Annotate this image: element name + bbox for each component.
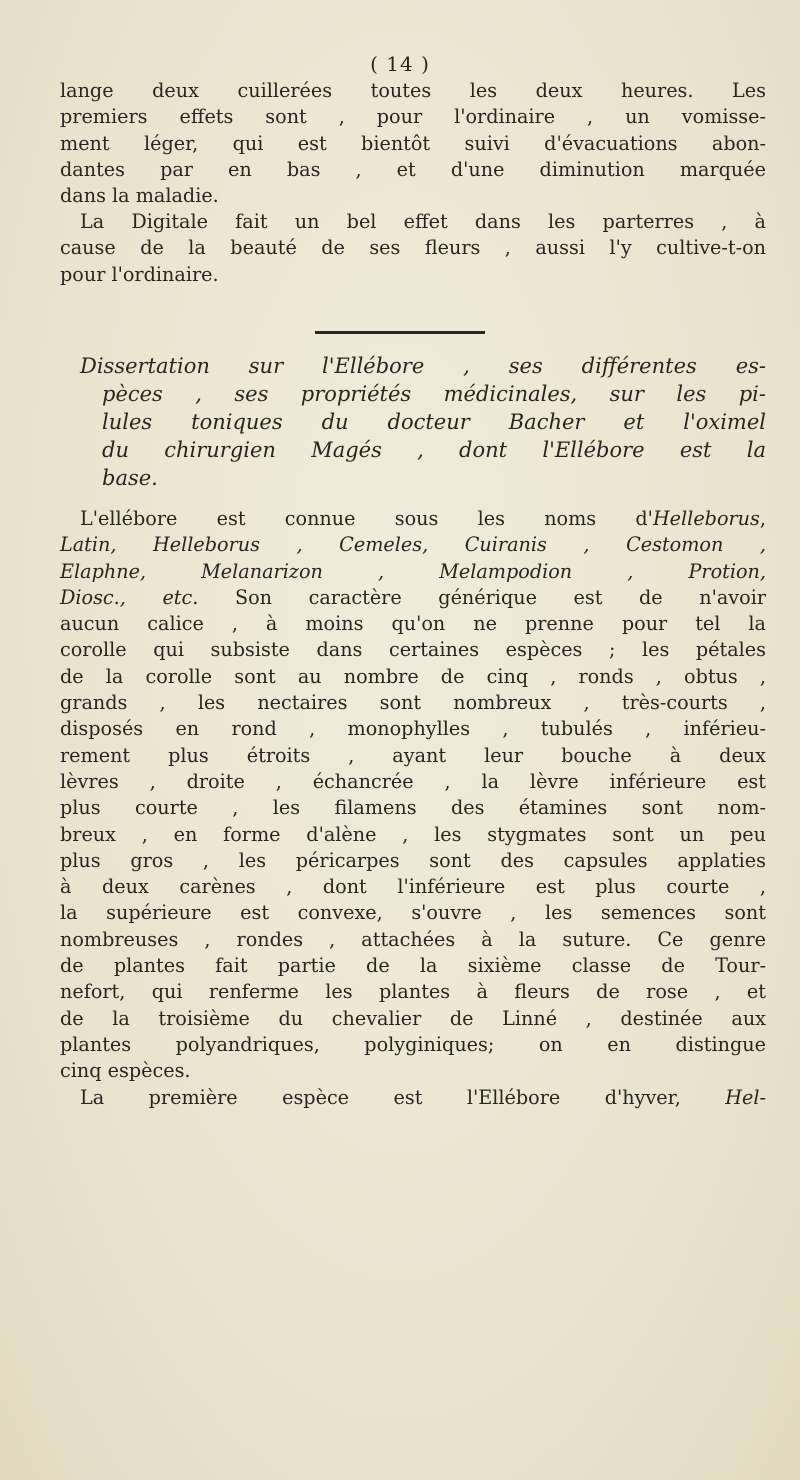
text-line: de la corolle sont au nombre de cinq , ronds , obtus , [60, 664, 766, 688]
title-line: du chirurgien Magés , dont l'Ellébore est la [102, 438, 766, 462]
latin-name: Diosc., etc. [60, 585, 199, 609]
text-line: Latin, Helleborus , Cemeles, Cuiranis , Cestomon , [60, 533, 766, 557]
latin-name: Helleborus [652, 507, 760, 530]
section-divider [315, 331, 485, 334]
text-line: rement plus étroits , ayant leur bouche à deux [60, 743, 766, 767]
text-line: à deux carènes , dont l'inférieure est plus courte , [60, 875, 766, 899]
text-line: plus gros , les péricarpes sont des capsules applaties [60, 848, 766, 872]
title-line: lules toniques du docteur Bacher et l'oximel [102, 410, 766, 434]
text-line: breux , en forme d'alène , les stygmates sont un peu [60, 822, 766, 846]
text-line: aucun calice , à moins qu'on ne prenne pour tel la [60, 612, 766, 636]
text-run: , [759, 507, 766, 530]
text-line: corolle qui subsiste dans certaines espèces ; les pétales [60, 638, 766, 662]
paragraph-ellebore [60, 506, 766, 1111]
title-line: pèces , ses propriétés médicinales, sur les pi- [102, 382, 766, 406]
latin-name: Hel- [725, 1085, 766, 1109]
text-line: ment léger, qui est bientôt suivi d'évacuations abon- [60, 131, 766, 155]
section-title [80, 352, 766, 492]
text-line: dantes par en bas , et d'une diminution marquée [60, 157, 766, 181]
text-line: premiers effets sont , pour l'ordinaire , un vomisse- [60, 105, 766, 129]
text-line: La Digitale fait un bel effet dans les parterres , à [80, 210, 766, 233]
text-run: Son caractère générique est de n'avoir [198, 585, 767, 609]
text-line: nefort, qui renferme les plantes à fleurs de rose , et [60, 980, 766, 1004]
text-line: la supérieure est convexe, s'ouvre , les semences sont [60, 901, 766, 925]
text-line: dans la maladie. [60, 184, 219, 208]
paragraph-first [60, 78, 766, 209]
text-line: grands , les nectaires sont nombreux , très-courts , [60, 691, 766, 715]
title-line: base. [102, 466, 158, 490]
title-line: Dissertation sur l'Ellébore , ses différentes es- [80, 354, 766, 378]
text-line: nombreuses , rondes , attachées à la suture. Ce genre [60, 927, 766, 951]
text-line: plus courte , les filamens des étamines sont nom- [60, 796, 766, 820]
text-run: La première espèce est l'Ellébore d'hyver, [80, 1085, 726, 1109]
text-line: de la troisième du chevalier de Linné , destinée aux [60, 1006, 766, 1030]
text-line: de plantes fait partie de la sixième classe de Tour- [60, 954, 766, 978]
text-line [60, 1085, 766, 1111]
text-line: Elaphne, Melanarizon , Melampodion , Protion, [60, 559, 766, 583]
text-line: lange deux cuillerées toutes les deux heures. Les [60, 79, 766, 102]
text-line: cause de la beauté de ses fleurs , aussi l'y cultive-t-on [60, 236, 766, 260]
text-run: L'ellébore est connue sous les noms d' [80, 507, 653, 530]
text-line: pour l'ordinaire. [60, 262, 219, 286]
text-line: lèvres , droite , échancrée , la lèvre inférieure est [60, 769, 766, 793]
text-line [60, 585, 766, 611]
page-number: ( 14 ) [370, 52, 430, 76]
text-line: plantes polyandriques, polyginiques; on en distingue [60, 1032, 766, 1056]
text-line: cinq espèces. [60, 1059, 191, 1083]
paragraph-digitale [60, 209, 766, 288]
text-line: disposés en rond , monophylles , tubulés , inférieu- [60, 717, 766, 741]
text-line [60, 506, 766, 532]
